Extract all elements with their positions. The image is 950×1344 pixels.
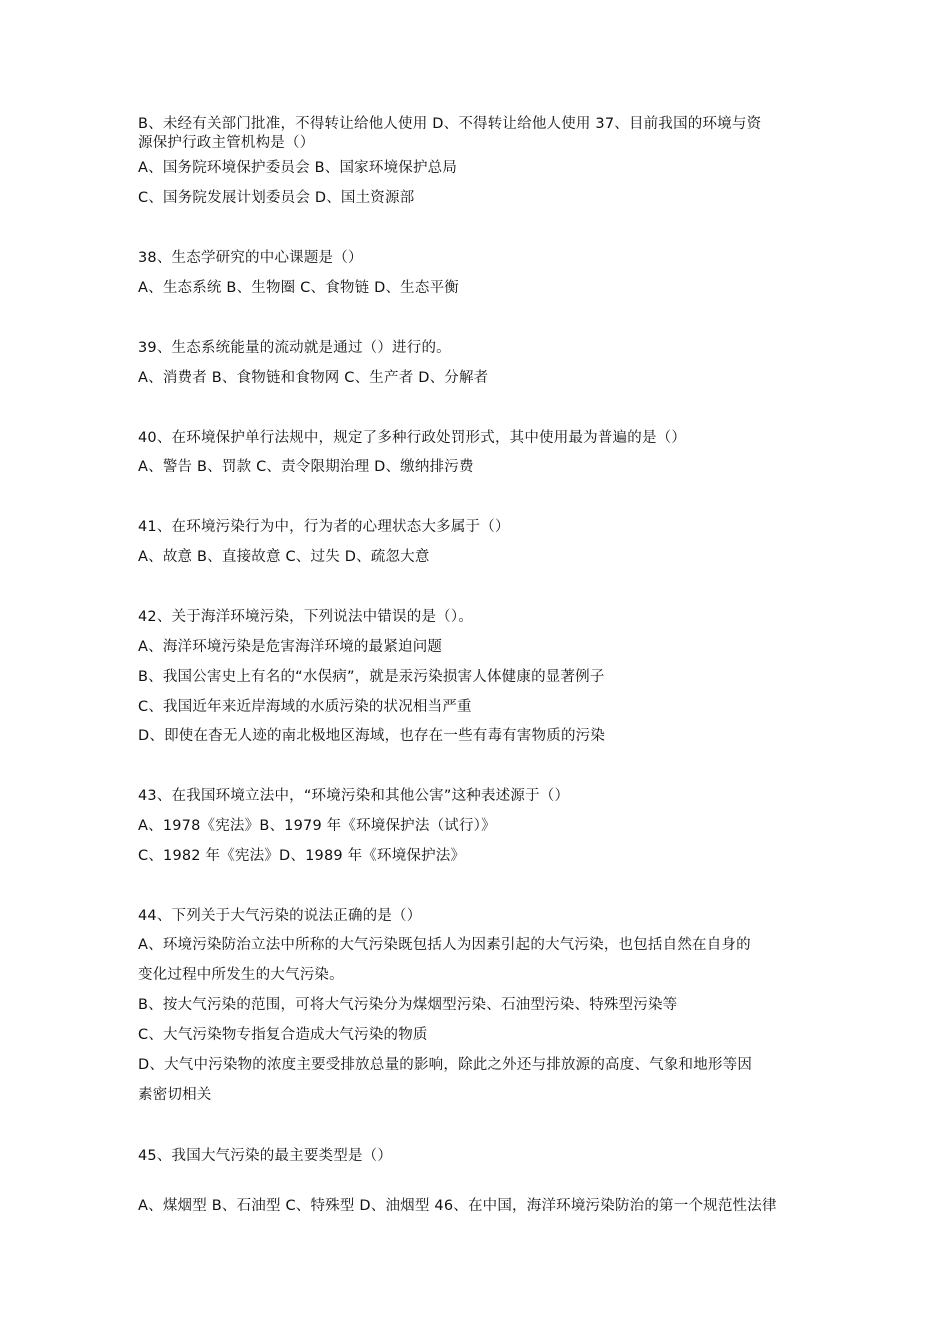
answer-option: D、即使在杳无人迹的南北极地区海域，也存在一些有毒有害物质的污染 — [138, 728, 606, 744]
answer-options: A、警告 B、罚款 C、责令限期治理 D、缴纳排污费 — [138, 459, 474, 475]
answer-options: A、生态系统 B、生物圈 C、食物链 D、生态平衡 — [138, 280, 459, 296]
question-stem: 45、我国大气污染的最主要类型是（） — [138, 1148, 393, 1164]
answer-options: A、故意 B、直接故意 C、过失 D、疏忽大意 — [138, 549, 430, 565]
answer-option: B、我国公害史上有名的“水俣病”，就是汞污染损害人体健康的显著例子 — [138, 669, 605, 685]
answer-option: C、1982 年《宪法》D、1989 年《环境保护法》 — [138, 848, 466, 864]
answer-option: B、按大气污染的范围，可将大气污染分为煤烟型污染、石油型污染、特殊型污染等 — [138, 997, 678, 1013]
question-stem: 44、下列关于大气污染的说法正确的是（） — [138, 908, 422, 924]
text-line: A、国务院环境保护委员会 B、国家环境保护总局 — [138, 160, 458, 176]
answer-option: D、大气中污染物的浓度主要受排放总量的影响，除此之外还与排放源的高度、气象和地形等因 — [138, 1057, 753, 1073]
answer-option: A、海洋环境污染是危害海洋环境的最紧迫问题 — [138, 639, 443, 655]
question-stem: 42、关于海洋环境污染，下列说法中错误的是（）。 — [138, 609, 473, 625]
answer-option: C、大气污染物专指复合造成大气污染的物质 — [138, 1027, 428, 1043]
text-line: C、国务院发展计划委员会 D、国土资源部 — [138, 190, 415, 206]
answer-option: C、我国近年来近岸海域的水质污染的状况相当严重 — [138, 699, 472, 715]
answer-options: A、消费者 B、食物链和食物网 C、生产者 D、分解者 — [138, 370, 489, 386]
question-stem: 43、在我国环境立法中，“环境污染和其他公害”这种表述源于（） — [138, 788, 570, 804]
question-stem: 40、在环境保护单行法规中，规定了多种行政处罚形式，其中使用最为普遍的是（） — [138, 430, 687, 446]
question-stem: 39、生态系统能量的流动就是通过（）进行的。 — [138, 340, 451, 356]
text-line: B、未经有关部门批准，不得转让给他人使用 D、不得转让给他人使用 37、目前我国的环境与资 — [138, 116, 762, 132]
answer-option: A、1978《宪法》B、1979 年《环境保护法（试行）》 — [138, 818, 496, 834]
answer-options: A、煤烟型 B、石油型 C、特殊型 D、油烟型 46、在中国，海洋环境污染防治的第一个规范性法律 — [138, 1198, 777, 1214]
question-stem: 41、在环境污染行为中，行为者的心理状态大多属于（） — [138, 519, 510, 535]
answer-option-continued: 变化过程中所发生的大气污染。 — [138, 967, 344, 983]
question-stem: 38、生态学研究的中心课题是（） — [138, 250, 363, 266]
answer-option: A、环境污染防治立法中所称的大气污染既包括人为因素引起的大气污染，也包括自然在自身的 — [138, 937, 751, 953]
answer-option-continued: 素密切相关 — [138, 1087, 212, 1103]
text-line: 源保护行政主管机构是（） — [138, 135, 315, 151]
